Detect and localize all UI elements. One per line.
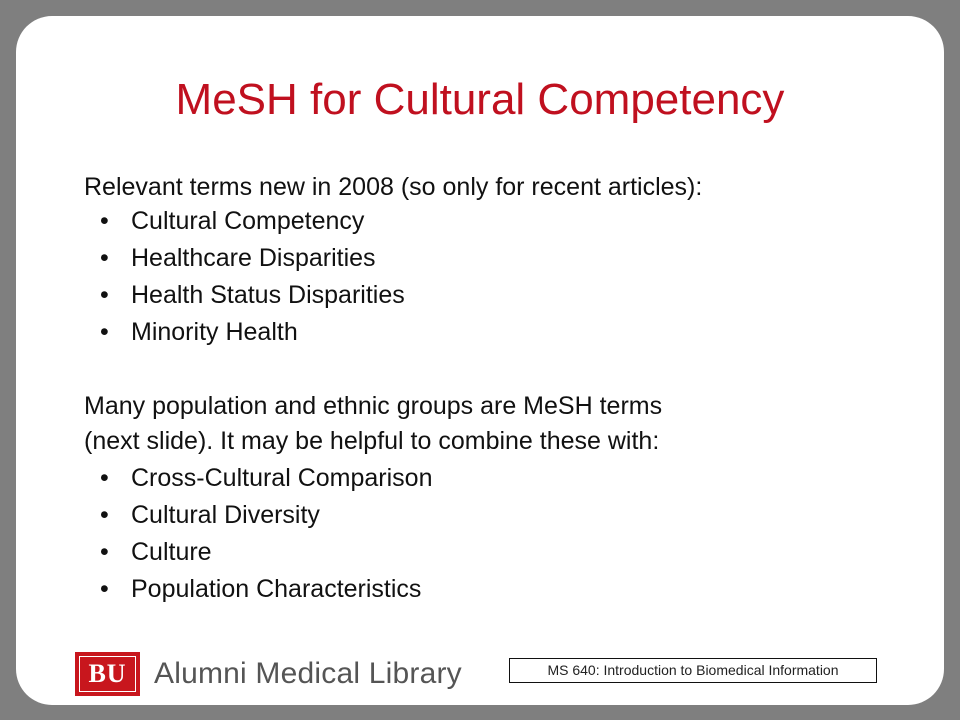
list-item-label: Healthcare Disparities: [131, 244, 376, 272]
list-item-label: Health Status Disparities: [131, 281, 405, 309]
list-item-label: Culture: [131, 538, 212, 566]
list-item-label: Minority Health: [131, 318, 298, 346]
bullet-list-1: [84, 203, 904, 351]
list-item: [84, 203, 904, 240]
bullet-icon: •: [100, 464, 109, 492]
list-item-label: Cross-Cultural Comparison: [131, 464, 433, 492]
list-item: [84, 534, 904, 571]
bu-logo-text: BU: [88, 659, 127, 688]
list-item: [84, 277, 904, 314]
bullet-icon: •: [100, 318, 109, 346]
bu-logo-icon: [75, 652, 140, 696]
list-item: [84, 571, 904, 608]
course-label: MS 640: Introduction to Biomedical Information: [509, 658, 877, 683]
list-item-label: Cultural Competency: [131, 207, 365, 235]
list-item: [84, 240, 904, 277]
library-name: Alumni Medical Library: [154, 657, 462, 690]
list-item-label: Population Characteristics: [131, 575, 422, 603]
intro-text-2: [84, 389, 904, 459]
list-item-label: Cultural Diversity: [131, 501, 320, 529]
list-item: [84, 497, 904, 534]
list-item: [84, 314, 904, 351]
list-item: [84, 460, 904, 497]
intro-text-1: Relevant terms new in 2008 (so only for recent articles):: [84, 173, 703, 201]
slide-title: MeSH for Cultural Competency: [175, 75, 785, 124]
library-logo: [75, 651, 462, 697]
bullet-icon: •: [100, 501, 109, 529]
bullet-icon: •: [100, 207, 109, 235]
intro-text-2-line-2: (next slide). It may be helpful to combine these with:: [84, 427, 660, 455]
bullet-list-2: [84, 460, 904, 608]
bullet-icon: •: [100, 575, 109, 603]
bullet-icon: •: [100, 281, 109, 309]
bullet-icon: •: [100, 244, 109, 272]
intro-text-2-line-1: Many population and ethnic groups are MeSH terms: [84, 392, 663, 420]
bullet-icon: •: [100, 538, 109, 566]
